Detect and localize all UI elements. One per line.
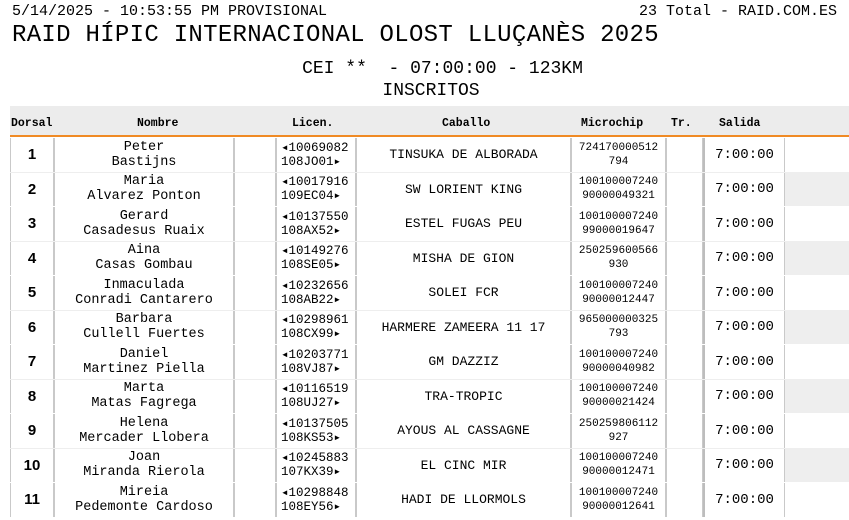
col-tr: Tr. bbox=[671, 117, 692, 130]
nombre-cell bbox=[54, 345, 234, 379]
nombre-cell bbox=[54, 380, 234, 414]
licen-cell bbox=[276, 207, 356, 241]
chip-line-2: 90000012447 bbox=[582, 293, 655, 306]
last-name: Mercader Llobera bbox=[79, 430, 209, 446]
microchip-cell bbox=[571, 414, 666, 448]
chip-line-2: 927 bbox=[608, 431, 629, 444]
col-caballo: Caballo bbox=[442, 117, 491, 130]
table-row bbox=[10, 275, 849, 310]
licen-cell bbox=[276, 276, 356, 310]
salida-cell: 7:00:00 bbox=[703, 345, 785, 379]
first-name: Maria bbox=[123, 174, 165, 190]
nombre-cell bbox=[54, 138, 234, 172]
table-row bbox=[10, 379, 849, 414]
first-name: Peter bbox=[123, 139, 165, 155]
chip-line-2: 930 bbox=[608, 259, 629, 272]
blank-cell bbox=[234, 449, 276, 483]
licen-horse: 108VJ87▸ bbox=[281, 361, 342, 376]
blank-cell bbox=[234, 483, 276, 517]
table-row bbox=[10, 172, 849, 207]
last-name: Casadesus Ruaix bbox=[83, 223, 205, 239]
licen-rider: ◂10298961 bbox=[281, 313, 349, 328]
table-row bbox=[10, 448, 849, 483]
last-name: Pedemonte Cardoso bbox=[75, 499, 213, 515]
tr-cell bbox=[666, 414, 703, 448]
chip-line-1: 100100007240 bbox=[578, 348, 659, 361]
first-name: Daniel bbox=[119, 346, 169, 362]
first-name: Aina bbox=[127, 243, 161, 259]
licen-cell bbox=[276, 449, 356, 483]
salida-cell: 7:00:00 bbox=[703, 449, 785, 483]
licen-cell bbox=[276, 345, 356, 379]
tr-cell bbox=[666, 173, 703, 207]
licen-cell bbox=[276, 173, 356, 207]
tr-cell bbox=[666, 276, 703, 310]
col-licen: Licen. bbox=[292, 117, 334, 130]
microchip-cell bbox=[571, 449, 666, 483]
last-name: Bastijns bbox=[111, 154, 177, 170]
chip-line-1: 100100007240 bbox=[578, 210, 659, 223]
salida-cell: 7:00:00 bbox=[703, 483, 785, 517]
chip-line-1: 250259806112 bbox=[578, 417, 659, 430]
nombre-cell bbox=[54, 449, 234, 483]
blank-cell bbox=[234, 173, 276, 207]
blank-cell bbox=[234, 345, 276, 379]
microchip-cell bbox=[571, 173, 666, 207]
blank-cell bbox=[234, 380, 276, 414]
chip-line-2: 99000019647 bbox=[582, 224, 655, 237]
licen-rider: ◂10017916 bbox=[281, 175, 349, 190]
dorsal-cell: 7 bbox=[10, 345, 54, 379]
tr-cell bbox=[666, 242, 703, 276]
caballo-cell: SW LORIENT KING bbox=[356, 173, 571, 207]
last-name: Miranda Rierola bbox=[83, 465, 205, 481]
section-title: INSCRITOS bbox=[382, 81, 480, 101]
chip-line-2: 90000049321 bbox=[582, 190, 655, 203]
salida-cell: 7:00:00 bbox=[703, 207, 785, 241]
total-count: 23 Total - RAID.COM.ES bbox=[638, 3, 837, 20]
col-microchip: Microchip bbox=[581, 117, 644, 130]
col-dorsal: Dorsal bbox=[11, 117, 53, 130]
chip-line-2: 90000012641 bbox=[582, 500, 655, 513]
first-name: Inmaculada bbox=[103, 277, 185, 293]
salida-cell: 7:00:00 bbox=[703, 138, 785, 172]
caballo-cell: HADI DE LLORMOLS bbox=[356, 483, 571, 517]
licen-rider: ◂10232656 bbox=[281, 278, 349, 293]
chip-line-2: 793 bbox=[608, 328, 629, 341]
microchip-cell bbox=[571, 242, 666, 276]
salida-cell: 7:00:00 bbox=[703, 311, 785, 345]
licen-rider: ◂10298848 bbox=[281, 485, 349, 500]
licen-rider: ◂10137550 bbox=[281, 209, 349, 224]
salida-cell: 7:00:00 bbox=[703, 242, 785, 276]
dorsal-cell: 4 bbox=[10, 242, 54, 276]
chip-line-1: 100100007240 bbox=[578, 383, 659, 396]
table-row bbox=[10, 413, 849, 448]
chip-line-2: 794 bbox=[608, 155, 629, 168]
table-row bbox=[10, 137, 849, 172]
tr-cell bbox=[666, 207, 703, 241]
dorsal-cell: 10 bbox=[10, 449, 54, 483]
caballo-cell: AYOUS AL CASSAGNE bbox=[356, 414, 571, 448]
table-row bbox=[10, 344, 849, 379]
dorsal-cell: 6 bbox=[10, 311, 54, 345]
nombre-cell bbox=[54, 311, 234, 345]
chip-line-2: 90000040982 bbox=[582, 362, 655, 375]
dorsal-cell: 11 bbox=[10, 483, 54, 517]
first-name: Marta bbox=[123, 381, 165, 397]
licen-cell bbox=[276, 311, 356, 345]
caballo-cell: MISHA DE GION bbox=[356, 242, 571, 276]
caballo-cell: HARMERE ZAMEERA 11 17 bbox=[356, 311, 571, 345]
microchip-cell bbox=[571, 138, 666, 172]
licen-horse: 108JO01▸ bbox=[281, 154, 342, 169]
col-nombre: Nombre bbox=[137, 117, 179, 130]
event-info: CEI ** - 07:00:00 - 123KM bbox=[302, 59, 583, 79]
chip-line-1: 100100007240 bbox=[578, 279, 659, 292]
nombre-cell bbox=[54, 483, 234, 517]
dorsal-cell: 3 bbox=[10, 207, 54, 241]
chip-line-2: 90000012471 bbox=[582, 466, 655, 479]
chip-line-1: 250259600566 bbox=[578, 245, 659, 258]
table-row bbox=[10, 482, 849, 517]
tr-cell bbox=[666, 345, 703, 379]
nombre-cell bbox=[54, 173, 234, 207]
dorsal-cell: 1 bbox=[10, 138, 54, 172]
licen-rider: ◂10116519 bbox=[281, 382, 349, 397]
dorsal-cell: 5 bbox=[10, 276, 54, 310]
chip-line-1: 100100007240 bbox=[578, 452, 659, 465]
last-name: Cullell Fuertes bbox=[83, 327, 205, 343]
last-name: Martinez Piella bbox=[83, 361, 205, 377]
licen-rider: ◂10203771 bbox=[281, 347, 349, 362]
top-info-line bbox=[12, 3, 837, 21]
chip-line-1: 100100007240 bbox=[578, 176, 659, 189]
salida-cell: 7:00:00 bbox=[703, 276, 785, 310]
microchip-cell bbox=[571, 207, 666, 241]
table-row bbox=[10, 206, 849, 241]
caballo-cell: SOLEI FCR bbox=[356, 276, 571, 310]
licen-horse: 108SE05▸ bbox=[281, 258, 342, 273]
timestamp: 5/14/2025 - 10:53:55 PM PROVISIONAL bbox=[12, 3, 328, 20]
last-name: Matas Fagrega bbox=[91, 396, 197, 412]
licen-rider: ◂10149276 bbox=[281, 244, 349, 259]
first-name: Mireia bbox=[119, 484, 169, 500]
chip-line-1: 965000000325 bbox=[578, 314, 659, 327]
chip-line-1: 724170000512 bbox=[578, 141, 659, 154]
last-name: Conradi Cantarero bbox=[75, 292, 213, 308]
licen-horse: 108AX52▸ bbox=[281, 223, 342, 238]
tr-cell bbox=[666, 449, 703, 483]
salida-cell: 7:00:00 bbox=[703, 414, 785, 448]
first-name: Helena bbox=[119, 415, 169, 431]
licen-rider: ◂10069082 bbox=[281, 140, 349, 155]
caballo-cell: GM DAZZIZ bbox=[356, 345, 571, 379]
dorsal-cell: 8 bbox=[10, 380, 54, 414]
blank-cell bbox=[234, 311, 276, 345]
last-name: Alvarez Ponton bbox=[87, 189, 201, 205]
tr-cell bbox=[666, 380, 703, 414]
microchip-cell bbox=[571, 483, 666, 517]
microchip-cell bbox=[571, 380, 666, 414]
tr-cell bbox=[666, 138, 703, 172]
blank-cell bbox=[234, 276, 276, 310]
tr-cell bbox=[666, 311, 703, 345]
microchip-cell bbox=[571, 311, 666, 345]
chip-line-1: 100100007240 bbox=[578, 486, 659, 499]
licen-horse: 108CX99▸ bbox=[281, 327, 342, 342]
licen-rider: ◂10245883 bbox=[281, 451, 349, 466]
licen-cell bbox=[276, 138, 356, 172]
nombre-cell bbox=[54, 414, 234, 448]
col-salida: Salida bbox=[719, 117, 761, 130]
first-name: Gerard bbox=[119, 208, 169, 224]
chip-line-2: 90000021424 bbox=[582, 397, 655, 410]
blank-cell bbox=[234, 242, 276, 276]
licen-horse: 107KX39▸ bbox=[281, 465, 342, 480]
licen-cell bbox=[276, 483, 356, 517]
nombre-cell bbox=[54, 276, 234, 310]
table-header bbox=[10, 106, 849, 137]
licen-cell bbox=[276, 242, 356, 276]
licen-rider: ◂10137505 bbox=[281, 416, 349, 431]
dorsal-cell: 2 bbox=[10, 173, 54, 207]
licen-cell bbox=[276, 414, 356, 448]
table-body bbox=[10, 137, 849, 517]
microchip-cell bbox=[571, 276, 666, 310]
entries-table bbox=[10, 106, 849, 517]
nombre-cell bbox=[54, 242, 234, 276]
licen-horse: 108UJ27▸ bbox=[281, 396, 342, 411]
licen-horse: 108EY56▸ bbox=[281, 499, 342, 514]
caballo-cell: TRA-TROPIC bbox=[356, 380, 571, 414]
table-row bbox=[10, 310, 849, 345]
caballo-cell: EL CINC MIR bbox=[356, 449, 571, 483]
caballo-cell: ESTEL FUGAS PEU bbox=[356, 207, 571, 241]
licen-horse: 108KS53▸ bbox=[281, 430, 342, 445]
nombre-cell bbox=[54, 207, 234, 241]
table-row bbox=[10, 241, 849, 276]
page-title: RAID HÍPIC INTERNACIONAL OLOST LLUÇANÈS 2025 bbox=[12, 22, 659, 49]
last-name: Casas Gombau bbox=[95, 258, 193, 274]
blank-cell bbox=[234, 414, 276, 448]
microchip-cell bbox=[571, 345, 666, 379]
blank-cell bbox=[234, 207, 276, 241]
salida-cell: 7:00:00 bbox=[703, 380, 785, 414]
salida-cell: 7:00:00 bbox=[703, 173, 785, 207]
first-name: Barbara bbox=[115, 312, 173, 328]
caballo-cell: TINSUKA DE ALBORADA bbox=[356, 138, 571, 172]
blank-cell bbox=[234, 138, 276, 172]
licen-horse: 109EC04▸ bbox=[281, 189, 342, 204]
first-name: Joan bbox=[127, 450, 161, 466]
tr-cell bbox=[666, 483, 703, 517]
licen-cell bbox=[276, 380, 356, 414]
dorsal-cell: 9 bbox=[10, 414, 54, 448]
licen-horse: 108AB22▸ bbox=[281, 292, 342, 307]
